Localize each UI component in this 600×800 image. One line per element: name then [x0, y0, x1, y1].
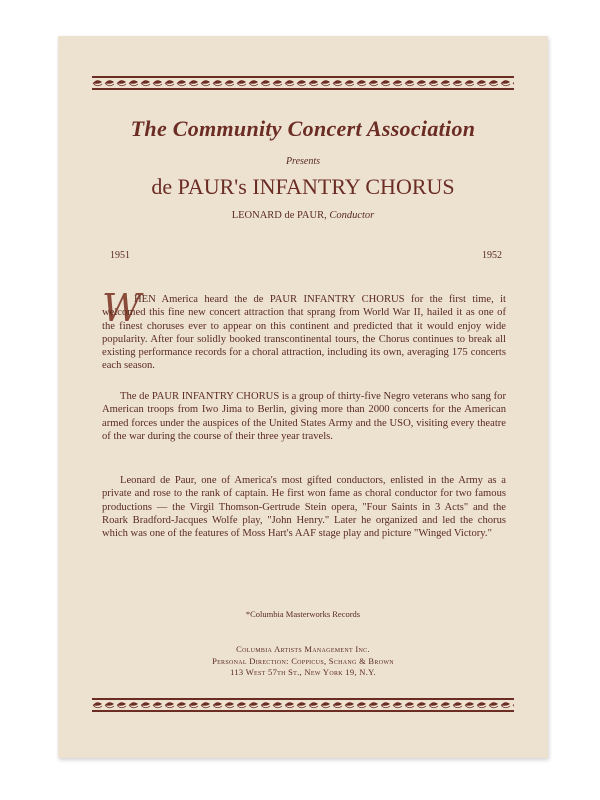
management-direction: Personal Direction: Coppicus, Schang & Brown: [212, 655, 394, 666]
conductor-role: Conductor: [329, 210, 375, 221]
leaf-pattern-bottom: [92, 700, 514, 710]
conductor-name: LEONARD de PAUR,: [231, 210, 327, 221]
paragraph-intro: HEN America heard the de PAUR INFANTRY CHORUS for the first time, it welcomed this fine new concert attraction that sprang from World War II, hailed it as one of the finest choruses ever to appear on this continent and predicted that it would enjoy wide popularity. After four solidly booked transcontinental tours, the Chorus continues to break all existing performance records for a choral attraction, including its own, averaging 175 concerts each season.: [102, 294, 506, 372]
paragraph-chorus-history: The de PAUR INFANTRY CHORUS is a group of thirty-five Negro veterans who sang for American troops from Iwo Jima to Berlin, giving more than 2000 concerts for the American armed forces under the auspices of the United States Army and the USO, visiting every theatre of the war during the course of their three year travels.: [102, 391, 506, 442]
leaf-pattern-top: [92, 78, 514, 88]
management-block: [58, 644, 548, 679]
top-ornamental-border: [92, 76, 514, 90]
season-start-year: 1951: [110, 250, 130, 261]
presents-label: Presents: [285, 156, 321, 167]
chorus-name-heading: de PAUR's INFANTRY CHORUS: [151, 174, 455, 199]
conductor-line: [58, 210, 548, 221]
bottom-ornamental-border: [92, 698, 514, 712]
season-end-year: 1952: [482, 250, 502, 261]
management-address: 113 West 57th St., New York 19, N.Y.: [230, 667, 376, 677]
association-title: The Community Concert Association: [130, 116, 476, 141]
concert-program-sheet: [58, 36, 548, 758]
management-company: Columbia Artists Management Inc.: [236, 644, 370, 654]
records-footnote: *Columbia Masterworks Records: [245, 609, 361, 619]
ornamental-dropcap: W: [102, 286, 142, 330]
paragraph-conductor-bio: Leonard de Paur, one of America's most gifted conductors, enlisted in the Army as a private and rose to the rank of captain. He first won fame as choral conductor for two famous productions — the Virgil Thomson-Gertrude Stein opera, "Four Saints in 3 Acts" and the Roark Bradford-Jacques Wolfe play, "John Henry." Later he organized and led the chorus which was one of the features of Moss Hart's AAF stage play and picture "Winged Victory.": [102, 475, 506, 540]
